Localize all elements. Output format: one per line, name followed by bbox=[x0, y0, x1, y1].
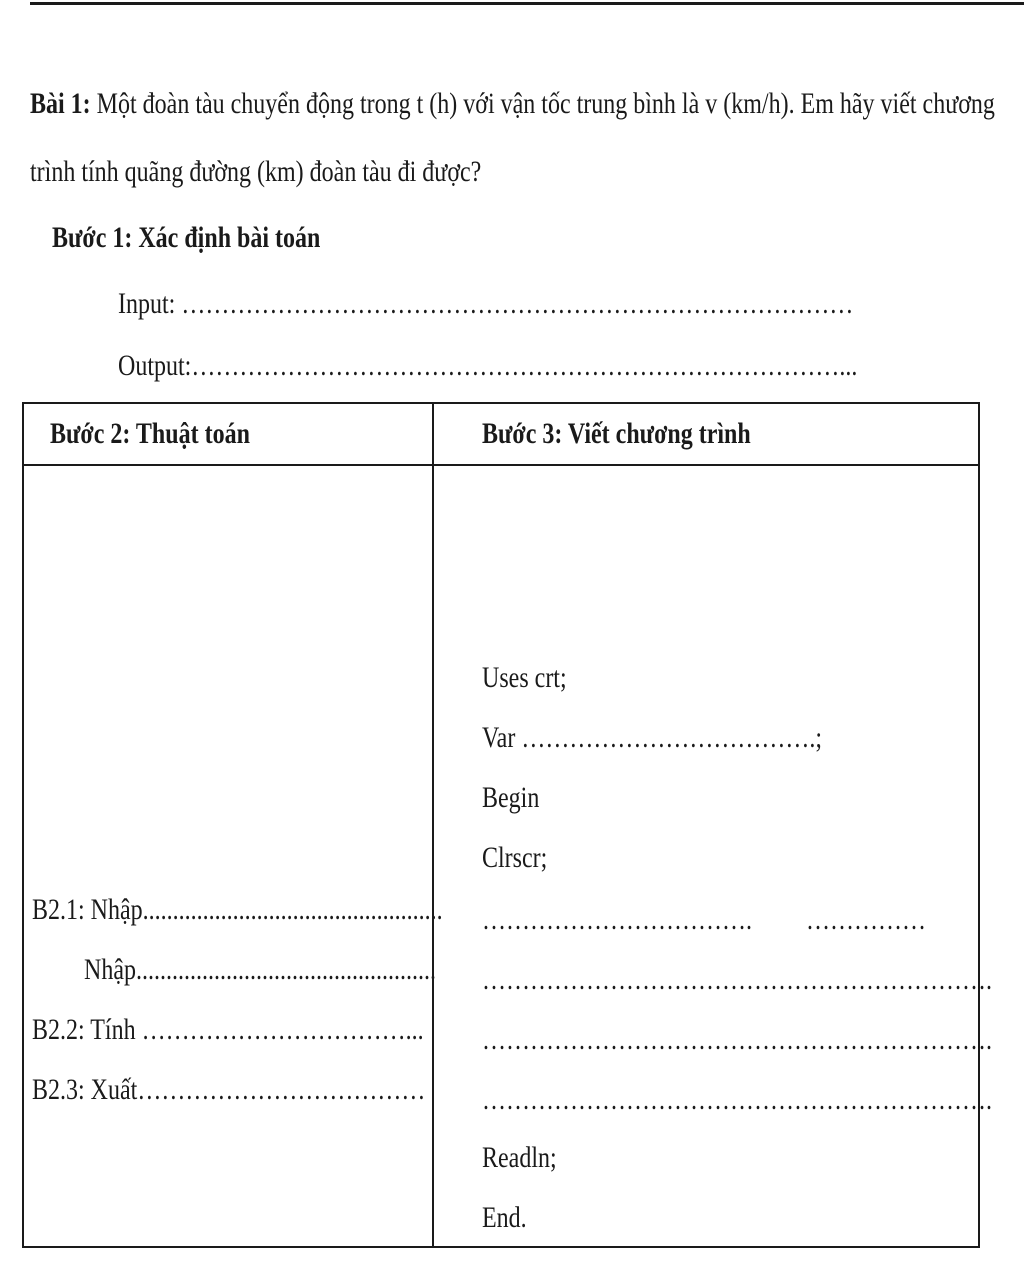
program-uses: Uses crt; bbox=[482, 661, 567, 694]
program-blank-1b: …………… bbox=[806, 903, 926, 936]
problem-statement-line-1 bbox=[30, 84, 995, 124]
algorithm-b22: B2.2: Tính ……………………………... bbox=[32, 1013, 424, 1046]
program-var: Var ……………………………….; bbox=[482, 721, 822, 754]
table-header-divider bbox=[22, 464, 980, 466]
step3-heading: Bước 3: Viết chương trình bbox=[482, 417, 751, 450]
program-end: End. bbox=[482, 1201, 527, 1234]
algorithm-b21-line2: Nhập.................................................. bbox=[84, 953, 436, 986]
algorithm-b23: B2.3: Xuất……………………………… bbox=[32, 1073, 426, 1106]
program-begin: Begin bbox=[482, 781, 540, 814]
step2-heading: Bước 2: Thuật toán bbox=[50, 417, 250, 450]
input-line: Input: ………………………………………………………………………… bbox=[118, 287, 854, 320]
program-blank-3: ………………………………………………………. bbox=[482, 1023, 992, 1056]
program-blank-1a: ……………………………. bbox=[482, 903, 752, 936]
table-column-divider bbox=[432, 402, 434, 1248]
top-rule bbox=[30, 2, 1024, 5]
algorithm-program-table bbox=[22, 402, 980, 1248]
problem-text-1: Một đoàn tàu chuyển động trong t (h) với vận tốc trung bình là v (km/h). Em hãy viết chương bbox=[90, 87, 995, 120]
program-blank-4: ………………………………………………………. bbox=[482, 1083, 992, 1116]
step1-heading: Bước 1: Xác định bài toán bbox=[52, 221, 321, 254]
problem-label: Bài 1: bbox=[30, 87, 91, 120]
output-line: Output:………………………………………………………………………... bbox=[118, 349, 858, 382]
program-readln: Readln; bbox=[482, 1141, 557, 1174]
problem-statement-line-2: trình tính quãng đường (km) đoàn tàu đi được? bbox=[30, 155, 482, 188]
program-blank-2: ………………………………………………………. bbox=[482, 963, 992, 996]
algorithm-b21-line1: B2.1: Nhập.................................................. bbox=[32, 893, 443, 926]
program-clrscr: Clrscr; bbox=[482, 841, 548, 874]
